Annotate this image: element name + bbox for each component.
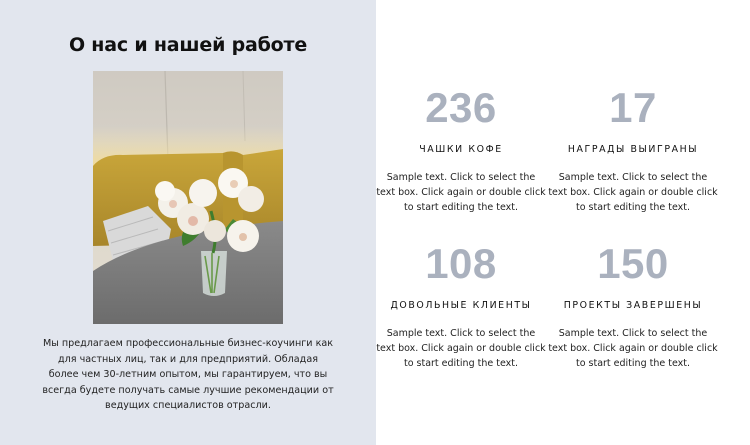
stat-block xyxy=(548,86,718,215)
stat-block xyxy=(376,86,546,215)
stat-text[interactable]: Sample text. Click to select the text box. Click again or double click to start editing the text. xyxy=(376,172,546,213)
stat-block xyxy=(376,242,546,371)
stat-label: ДОВОЛЬНЫЕ КЛИЕНТЫ xyxy=(390,300,532,311)
flowers-vase-photo[interactable] xyxy=(93,71,283,324)
stat-label: ПРОЕКТЫ ЗАВЕРШЕНЫ xyxy=(563,300,703,311)
stat-number: 108 xyxy=(425,240,497,287)
stats-panel xyxy=(376,0,750,445)
section-title: О нас и нашей работе xyxy=(68,34,308,56)
stat-block xyxy=(548,242,718,371)
photo-illustration xyxy=(93,71,283,324)
stat-text[interactable]: Sample text. Click to select the text box. Click again or double click to start editing the text. xyxy=(376,328,546,369)
stat-number: 150 xyxy=(597,240,669,287)
stat-label: ЧАШКИ КОФЕ xyxy=(419,144,503,155)
stat-text[interactable]: Sample text. Click to select the text box. Click again or double click to start editing the text. xyxy=(548,328,718,369)
stat-label: НАГРАДЫ ВЫИГРАНЫ xyxy=(567,144,699,155)
stat-number: 236 xyxy=(425,84,497,131)
stat-number: 17 xyxy=(609,84,657,131)
stat-text[interactable]: Sample text. Click to select the text box. Click again or double click to start editing the text. xyxy=(548,172,718,213)
about-description: Мы предлагаем профессиональные бизнес-коучинги как для частных лиц, так и для предприятий. Обладая более чем 30-летним опытом, мы гарантируем, что вы всегда будете получать самые лучшие рекомендации от ведущих специалистов отрасли. xyxy=(42,338,334,411)
